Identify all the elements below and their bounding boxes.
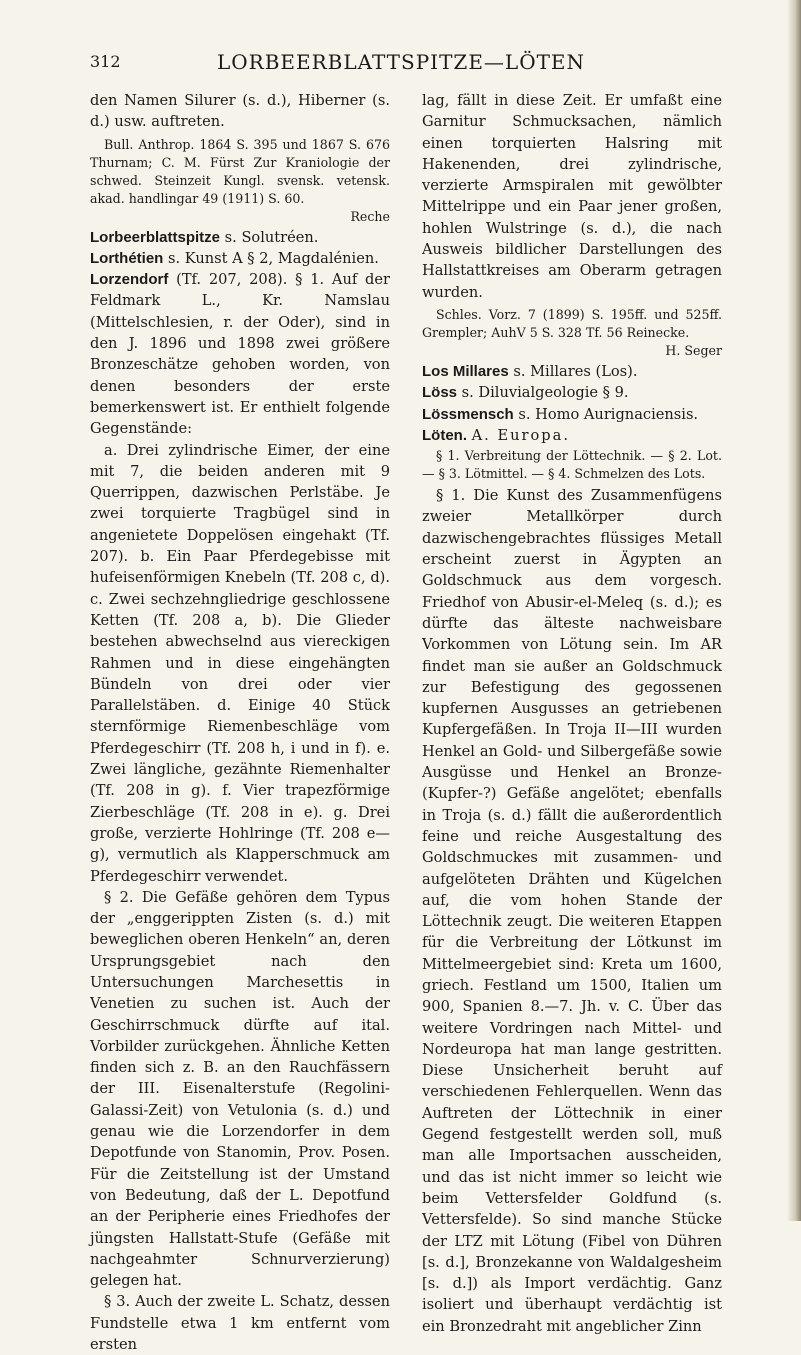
entry-lemma: Löss [422, 384, 458, 402]
page-edge-shadow [787, 0, 801, 1221]
entry-text: s. Kunst A § 2, Magdalénien. [167, 249, 379, 267]
entry-text: (Tf. 207, 208). § 1. Auf der Feldmark L., Kr. Namslau (Mittelschlesien, r. der Oder), sind in den J. 1896 und 1898 zwei größere Bronzeschätze gehoben worden, von denen besonders der erste bemerkenswert ist. Er enthielt folgende Gegenstände: [90, 271, 390, 438]
entry-los-millares [422, 361, 722, 382]
paragraph: § 3. Auch der zweite L. Schatz, dessen Fundstelle etwa 1 km entfernt vom ersten [90, 1293, 390, 1354]
entry-lemma: Los Millares [422, 362, 509, 380]
entry-text: s. Solutréen. [224, 228, 319, 246]
entry-text: s. Diluvialgeologie § 9. [461, 384, 629, 402]
entry-loten [422, 425, 722, 446]
bibliography: Bull. Anthrop. 1864 S. 395 und 1867 S. 676 Thurnam; C. M. Fürst Zur Kraniologie der schwed. Steinzeit Kungl. svensk. vetensk. akad. handlingar 49 (1911) S. 60. [90, 136, 390, 206]
entry-lorzendorf [90, 269, 390, 439]
entry-lemma: Lorzendorf [90, 271, 169, 289]
paragraph: a. Drei zylindrische Eimer, der eine mit 7, die beiden anderen mit 9 Querrippen, dazwischen Perlstäbe. Je zwei torquierte Tragbügel sind in angenietete Doppelösen eingehakt (Tf. 207). b. Ein Paar Pferdegebisse mit hufeisenförmigen Knebeln (Tf. 208 c, d). c. Zwei sechzehngliedrige geschlossene Ketten (Tf. 208 a, b). Die Glieder bestehen abwechselnd aus viereckigen Rahmen und in diese eingehängten Bündeln von drei oder vier Parallelstäben. d. Einige 40 Stück sternförmige Riemenbeschläge vom Pferdegeschirr (Tf. 208 h, i und in f). e. Zwei längliche, gezähnte Riemenhalter (Tf. 208 in g). f. Vier trapezförmige Zierbeschläge (Tf. 208 in e). g. Drei große, verzierte Hohlringe (Tf. 208 e—g), vermutlich als Klapperschmuck am Pferdegeschirr verwendet. [90, 441, 390, 885]
paragraph: § 1. Die Kunst des Zusammenfügens zweier Metallkörper durch dazwischengebrachtes flüssiges Metall erscheint zuerst in Ägypten an Goldschmuck aus dem vorgesch. Friedhof von Abusir-el-Meleq (s. d.); es dürfte das älteste nachweisbare Vorkommen von Lötung sein. Im AR findet man sie außer an Goldschmuck zur Befestigung des gegossenen kupfernen Ausgusses an getriebenen Kupfergefäßen. In Troja II—III wurden Henkel an Gold- und Silbergefäße sowie Ausgüsse und Henkel an Bronze- (Kupfer-?) Gefäße angelötet; ebenfalls in Troja (s. d.) fällt die außerordentlich feine und reiche Ausgestaltung des Goldschmuckes mit zusammen- und aufgelöteten Drähten und Kügelchen auf, die vom hohen Stande der Löttechnik zeugt. Die weiteren Etappen für die Verbreitung der Lötkunst im Mittelmeergebiet sind: Kreta um 1600, griech. Festland um 1500, Italien um 900, Spanien 8.—7. Jh. v. C. Über das weitere Vordringen nach Mittel- und Nordeuropa hat man lange gestritten. Diese Unsicherheit beruht auf verschiedenen Fehlerquellen. Wenn das Auftreten der Löttechnik in einer Gegend festgestellt werden soll, muß man alle Importsachen ausscheiden, und das ist nicht immer so leicht wie beim Vettersfelder Goldfund (s. Vettersfelde). So sind manche Stücke der LTZ mit Lötung (Fibel von Dühren [s. d.], Bronzekanne von Waldalgesheim [s. d.]) als Import verdächtig. Ganz isoliert und überhaupt verdächtig ist ein Bronzedraht mit angeblicher Zinn [422, 487, 722, 1335]
right-column [422, 90, 722, 1337]
entry-loss [422, 382, 722, 403]
entry-text: s. Homo Aurignaciensis. [518, 405, 699, 423]
section-overview: § 1. Verbreitung der Löttechnik. — § 2. Lot. — § 3. Lötmittel. — § 4. Schmelzen des Lots. [422, 448, 722, 482]
paragraph: § 2. Die Gefäße gehören dem Typus der „enggerippten Zisten (s. d.) mit beweglichen oberen Henkeln“ an, deren Ursprungsgebiet nach den Untersuchungen Marchesettis in Venetien zu suchen ist. Auch der Geschirrschmuck dürfte auf ital. Vorbilder zurückgehen. Ähnliche Ketten finden sich z. B. an den Rauchfässern der III. Eisenalterstufe (Regolini-Galassi-Zeit) von Vetulonia (s. d.) und genau wie die Lorzendorfer in dem Depotfunde von Stanomin, Prov. Posen. Für die Zeitstellung ist der Umstand von Bedeutung, daß der L. Depotfund an der Peripherie eines Friedhofes der jüngsten Hallstatt-Stufe (Gefäße mit nachgeahmter Schnurverzierung) gelegen hat. [90, 888, 390, 1290]
entry-lemma: Lorthétien [90, 249, 164, 267]
author-signature: Reche [350, 208, 390, 224]
entry-lossmensch [422, 404, 722, 425]
entry-text: A. Europa. [471, 426, 570, 444]
left-column [90, 90, 390, 1355]
paragraph: den Namen Silurer (s. d.), Hiberner (s. d.) usw. auftreten. [90, 92, 390, 131]
entry-lorbeerblattspitze [90, 227, 390, 248]
running-head: LORBEERBLATTSPITZE—LÖTEN [216, 50, 586, 74]
entry-lemma: Lössmensch [422, 405, 514, 423]
bibliography: Schles. Vorz. 7 (1899) S. 195ff. und 525ff. Grempler; AuhV 5 S. 328 Tf. 56 Reinecke. [422, 306, 722, 340]
paragraph: lag, fällt in diese Zeit. Er umfaßt eine Garnitur Schmucksachen, nämlich einen torquierten Halsring mit Hakenenden, drei zylindrische, verzierte Armspiralen mit gewölbter Mittelrippe und ein Paar jener großen, hohlen Wulstringe (s. d.), die nach Ausweis bildlicher Darstellungen des Hallstattkreises am Oberarm getragen wurden. [422, 92, 722, 301]
author-signature: H. Seger [665, 342, 722, 358]
page-header [90, 50, 712, 78]
entry-lorthetien [90, 248, 390, 269]
entry-text: s. Millares (Los). [513, 362, 638, 380]
page-number: 312 [90, 52, 121, 71]
entry-lemma: Lorbeerblattspitze [90, 228, 221, 246]
entry-lemma: Löten. [422, 426, 467, 444]
